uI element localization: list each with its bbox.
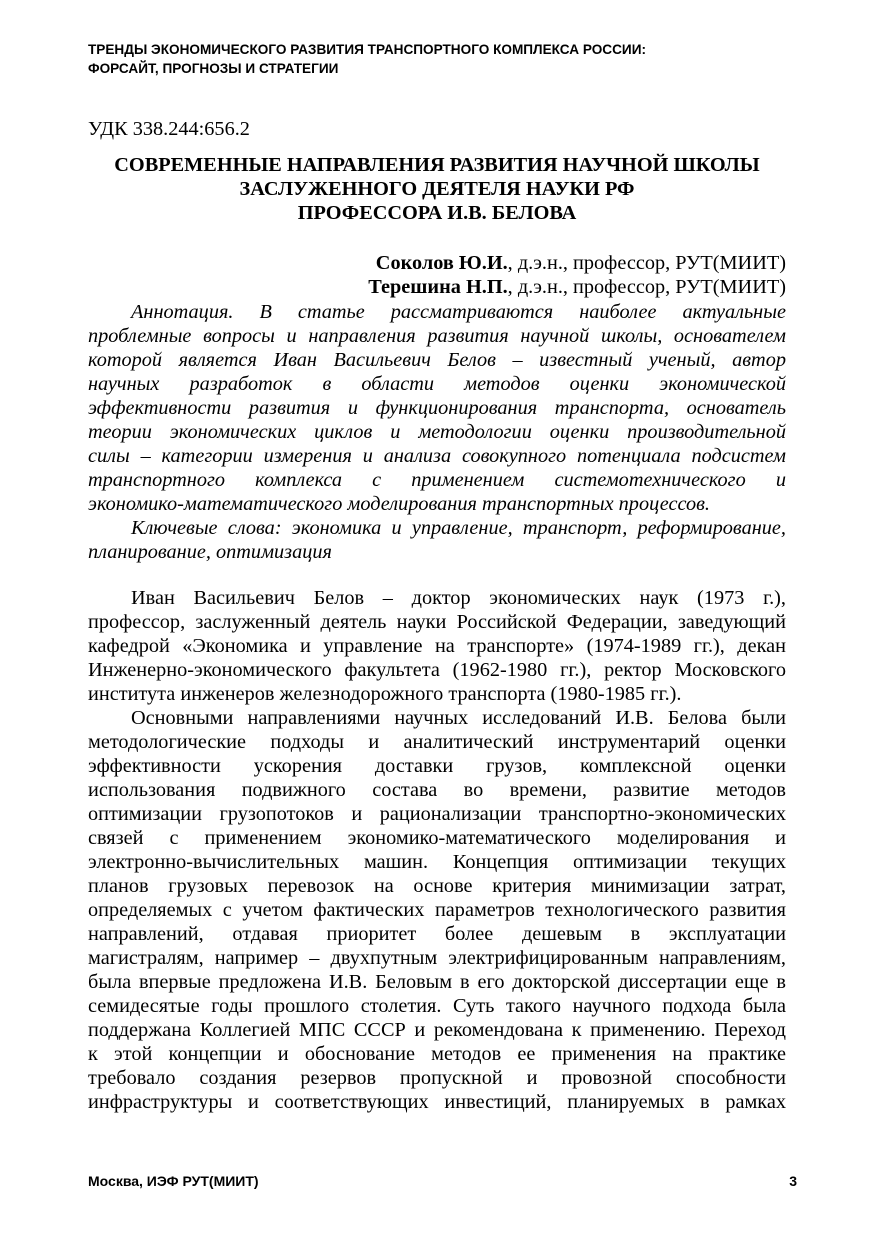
footer-publisher: Москва, ИЭФ РУТ(МИИТ) bbox=[88, 1173, 259, 1189]
body-line: профессор, заслуженный деятель науки Российской Федерации, заведующий bbox=[88, 611, 786, 633]
body-line: была впервые предложена И.В. Беловым в его докторской диссертации еще в bbox=[88, 971, 786, 993]
author-line bbox=[88, 275, 786, 299]
body-line: института инженеров железнодорожного транспорта (1980-1985 гг.). bbox=[88, 683, 682, 705]
abstract-line: транспортного комплекса с применением системотехнического и bbox=[88, 469, 786, 491]
body-line: Инженерно-экономического факультета (1962-1980 гг.), ректор Московского bbox=[88, 659, 786, 681]
body-line: связей с применением экономико-математического моделирования и bbox=[88, 827, 786, 849]
abstract-line: которой является Иван Васильевич Белов – известный ученый, автор bbox=[88, 349, 786, 371]
body-line: инфраструктуры и соответствующих инвестиций, планируемых в рамках bbox=[88, 1091, 786, 1113]
body-line: методологические подходы и аналитический инструментарий оценки bbox=[88, 731, 786, 753]
keywords-line: планирование, оптимизация bbox=[88, 541, 332, 563]
body-line: планов грузовых перевозок на основе критерия минимизации затрат, bbox=[88, 875, 786, 897]
article-title bbox=[88, 153, 786, 225]
keywords-line: Ключевые слова: экономика и управление, транспорт, реформирование, bbox=[131, 517, 786, 539]
body-line: поддержана Коллегией МПС СССР и рекомендована к применению. Переход bbox=[88, 1019, 786, 1041]
body-line: кафедрой «Экономика и управление на транспорте» (1974-1989 гг.), декан bbox=[88, 635, 786, 657]
abstract-line: эффективности развития и функционирования транспорта, основатель bbox=[88, 397, 786, 419]
body-line: Иван Васильевич Белов – доктор экономических наук (1973 г.), bbox=[131, 587, 786, 609]
body-line: направлений, отдавая приоритет более дешевым в эксплуатации bbox=[88, 923, 786, 945]
body-line: магистралям, например – двухпутным электрифицированным направлениям, bbox=[88, 947, 786, 969]
body-line: использования подвижного состава во времени, развитие методов bbox=[88, 779, 786, 801]
body-line: семидесятые годы прошлого столетия. Суть такого научного подхода была bbox=[88, 995, 786, 1017]
abstract bbox=[88, 300, 786, 564]
body-line: требовало создания резервов пропускной и провозной способности bbox=[88, 1067, 786, 1089]
body-line: Основными направлениями научных исследований И.В. Белова были bbox=[131, 707, 786, 729]
body-line: электронно-вычислительных машин. Концепция оптимизации текущих bbox=[88, 851, 786, 873]
body-line: эффективности ускорения доставки грузов, комплексной оценки bbox=[88, 755, 786, 777]
running-header-line: ФОРСАЙТ, ПРОГНОЗЫ И СТРАТЕГИИ bbox=[88, 61, 339, 76]
abstract-line: экономико-математического моделирования транспортных процессов. bbox=[88, 493, 710, 515]
author-line bbox=[88, 251, 786, 275]
title-line: ЗАСЛУЖЕННОГО ДЕЯТЕЛЯ НАУКИ РФ bbox=[239, 178, 635, 200]
body-line: оптимизации грузопотоков и рационализации транспортно-экономических bbox=[88, 803, 786, 825]
title-line: ПРОФЕССОРА И.В. БЕЛОВА bbox=[297, 202, 577, 224]
authors bbox=[88, 251, 786, 299]
abstract-line: проблемные вопросы и направления развития научной школы, основателем bbox=[88, 325, 786, 347]
body-text bbox=[88, 586, 786, 1114]
abstract-line: силы – категории измерения и анализа совокупного потенциала подсистем bbox=[88, 445, 786, 467]
body-line: определяемых с учетом фактических параметров технологического развития bbox=[88, 899, 786, 921]
body-line: к этой концепции и обоснование методов ее применения на практике bbox=[88, 1043, 786, 1065]
body-paragraph bbox=[88, 706, 786, 1114]
author-name: Терешина Н.П. bbox=[368, 276, 508, 298]
abstract-line: научных разработок в области методов оценки экономической bbox=[88, 373, 786, 395]
running-header-line: ТРЕНДЫ ЭКОНОМИЧЕСКОГО РАЗВИТИЯ ТРАНСПОРТНОГО КОМПЛЕКСА РОССИИ: bbox=[88, 42, 646, 57]
title-line: СОВРЕМЕННЫЕ НАПРАВЛЕНИЯ РАЗВИТИЯ НАУЧНОЙ ШКОЛЫ bbox=[114, 154, 760, 176]
abstract-line: теории экономических циклов и методологии оценки производительной bbox=[88, 421, 786, 443]
abstract-line: Аннотация. В статье рассматриваются наиболее актуальные bbox=[131, 301, 786, 323]
page-number: 3 bbox=[789, 1173, 797, 1189]
udc-code: УДК 338.244:656.2 bbox=[88, 118, 250, 140]
author-name: Соколов Ю.И. bbox=[375, 252, 508, 274]
body-paragraph bbox=[88, 586, 786, 706]
author-details: , д.э.н., профессор, РУТ(МИИТ) bbox=[507, 252, 786, 274]
running-header bbox=[88, 40, 786, 78]
author-details: , д.э.н., профессор, РУТ(МИИТ) bbox=[507, 276, 786, 298]
